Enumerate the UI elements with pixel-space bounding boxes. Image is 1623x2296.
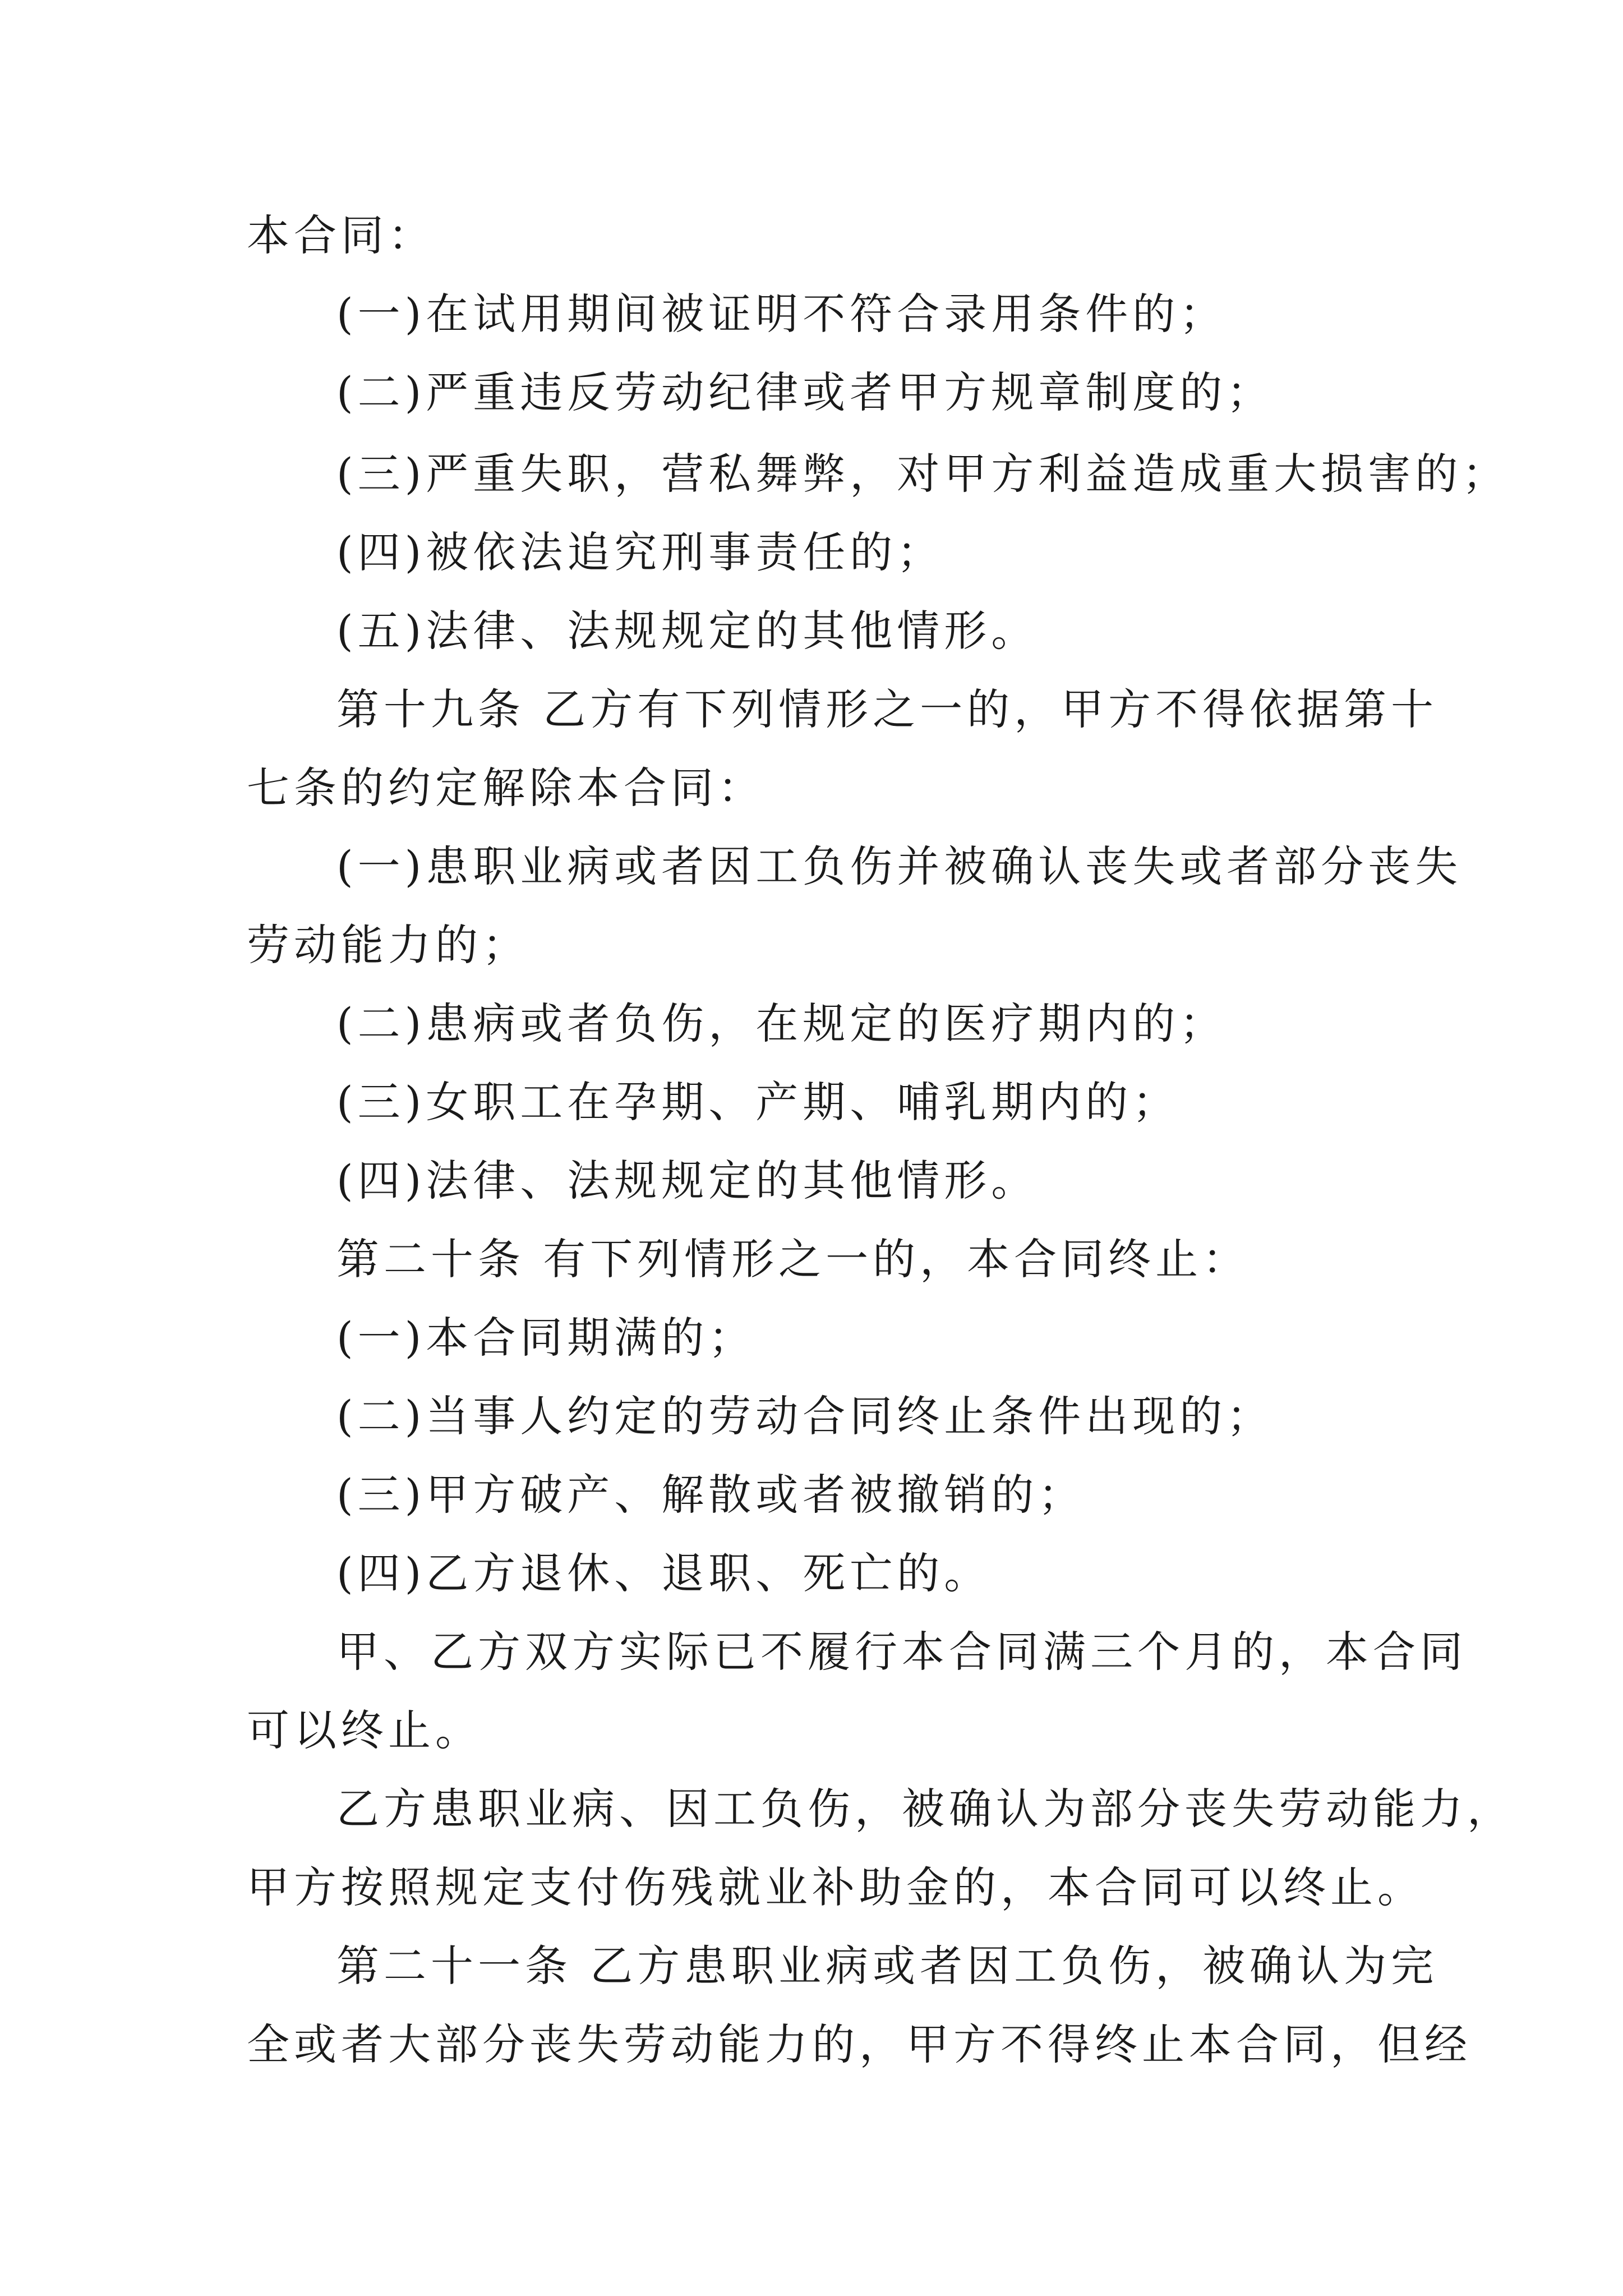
text-line: 全或者大部分丧失劳动能力的，甲方不得终止本合同，但经: [247, 2019, 1472, 2069]
text-line: (一)患职业病或者因工负伤并被确认丧失或者部分丧失: [336, 841, 1463, 891]
text-line: 可以终止。: [247, 1705, 482, 1755]
text-line: (一)本合同期满的；: [336, 1313, 756, 1363]
text-line: (四)法律、法规规定的其他情形。: [336, 1156, 1039, 1205]
text-line: 第十九条 乙方有下列情形之一的，甲方不得依据第十: [336, 684, 1438, 734]
text-line: 乙方患职业病、因工负伤，被确认为部分丧失劳动能力，: [336, 1784, 1514, 1834]
text-line: (三)女职工在孕期、产期、哺乳期内的；: [336, 1077, 1180, 1127]
text-line: (二)当事人约定的劳动合同终止条件出现的；: [336, 1391, 1274, 1441]
text-line: (一)在试用期间被证明不符合录用条件的；: [336, 289, 1227, 339]
text-line: (二)严重违反劳动纪律或者甲方规章制度的；: [336, 367, 1274, 417]
text-line: (四)乙方退休、退职、死亡的。: [336, 1548, 992, 1598]
text-line: 劳动能力的；: [247, 920, 529, 970]
text-line: 甲、乙方双方实际已不履行本合同满三个月的，本合同: [336, 1627, 1467, 1677]
text-line: 七条的约定解除本合同：: [247, 763, 765, 813]
text-line: 第二十条 有下列情形之一的，本合同终止：: [336, 1234, 1250, 1284]
text-line: (三)严重失职，营私舞弊，对甲方利益造成重大损害的；: [336, 449, 1510, 499]
text-line: 第二十一条 乙方患职业病或者因工负伤，被确认为完: [336, 1941, 1438, 1991]
text-line: 本合同：: [247, 210, 435, 260]
text-line: (二)患病或者负伤，在规定的医疗期内的；: [336, 999, 1227, 1048]
text-line: (三)甲方破产、解散或者被撤销的；: [336, 1470, 1086, 1520]
text-line: 甲方按照规定支付伤残就业补助金的，本合同可以终止。: [247, 1862, 1424, 1912]
text-line: (四)被依法追究刑事责任的；: [336, 527, 944, 577]
text-line: (五)法律、法规规定的其他情形。: [336, 606, 1039, 656]
